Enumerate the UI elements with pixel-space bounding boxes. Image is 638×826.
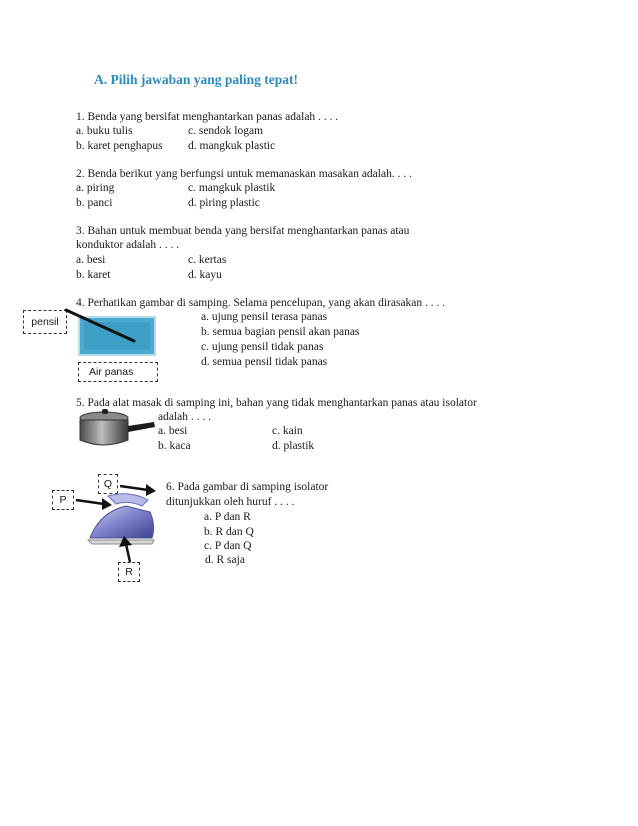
question-4-option-a: a. ujung pensil terasa panas	[201, 311, 328, 323]
question-4-option-d: d. semua pensil tidak panas	[201, 356, 328, 368]
question-1-option-c: c. sendok logam	[188, 125, 264, 137]
label-p-box	[52, 490, 74, 510]
heading: A. Pilih jawaban yang paling tepat!	[94, 72, 299, 87]
label-q: Q	[103, 478, 113, 490]
pencil-label: pensil	[31, 316, 59, 328]
question-5-option-a: a. besi	[158, 425, 188, 437]
label-r-box	[118, 562, 140, 582]
question-2-option-a: a. piring	[76, 182, 115, 194]
question-6-option-c: c. P dan Q	[204, 540, 252, 552]
question-6-text-line2: ditunjukkan oleh huruf . . . .	[166, 496, 295, 508]
question-1-text: 1. Benda yang bersifat menghantarkan panas adalah . . . .	[76, 111, 339, 123]
question-3-option-d: d. kayu	[188, 269, 222, 281]
question-4-option-c: c. ujung pensil tidak panas	[201, 341, 324, 353]
question-6-option-a: a. P dan R	[204, 511, 251, 523]
question-3-option-c: c. kertas	[188, 254, 227, 266]
question-1-option-b: b. karet penghapus	[76, 140, 163, 152]
question-3-text-line1: 3. Bahan untuk membuat benda yang bersifat menghantarkan panas atau	[76, 225, 410, 237]
question-3-option-a: a. besi	[76, 254, 106, 266]
label-q-box	[98, 474, 118, 494]
arrow-p-icon	[74, 494, 114, 514]
question-4-text: 4. Perhatikan gambar di samping. Selama pencelupan, yang akan dirasakan . . . .	[76, 297, 446, 309]
question-6-option-b: b. R dan Q	[204, 526, 254, 538]
question-2-option-d: d. piring plastic	[188, 197, 260, 209]
question-1-option-a: a. buku tulis	[76, 125, 133, 137]
question-5-option-d: d. plastik	[272, 440, 315, 452]
question-2-option-b: b. panci	[76, 197, 113, 209]
pencil-label-box	[23, 310, 67, 334]
question-4-option-b: b. semua bagian pensil akan panas	[201, 326, 360, 338]
label-p: P	[59, 494, 67, 506]
question-6-text-line1: 6. Pada gambar di samping isolator	[166, 481, 329, 493]
question-1-option-d: d. mangkuk plastic	[188, 140, 276, 152]
question-5-option-b: b. kaca	[158, 440, 191, 452]
arrow-r-icon	[118, 534, 138, 564]
pencil-icon	[62, 305, 142, 345]
question-5-text-line2: adalah . . . .	[158, 411, 212, 423]
label-r: R	[125, 566, 133, 578]
question-5-option-c: c. kain	[272, 425, 303, 437]
question-2-text: 2. Benda berikut yang berfungsi untuk memanaskan masakan adalah. . . .	[76, 168, 412, 180]
arrow-q-icon	[118, 480, 158, 500]
hot-water-label: Air panas	[89, 366, 134, 378]
question-5-text: 5. Pada alat masak di samping ini, bahan yang tidak menghantarkan panas atau isolator	[76, 397, 477, 409]
question-2-option-c: c. mangkuk plastik	[188, 182, 276, 194]
hot-water-label-box	[78, 362, 158, 382]
cooking-pot-illustration	[76, 408, 156, 450]
question-3-text-line2: konduktor adalah . . . .	[76, 239, 180, 251]
question-6-option-d: d. R saja	[205, 554, 245, 566]
question-3-option-b: b. karet	[76, 269, 111, 281]
